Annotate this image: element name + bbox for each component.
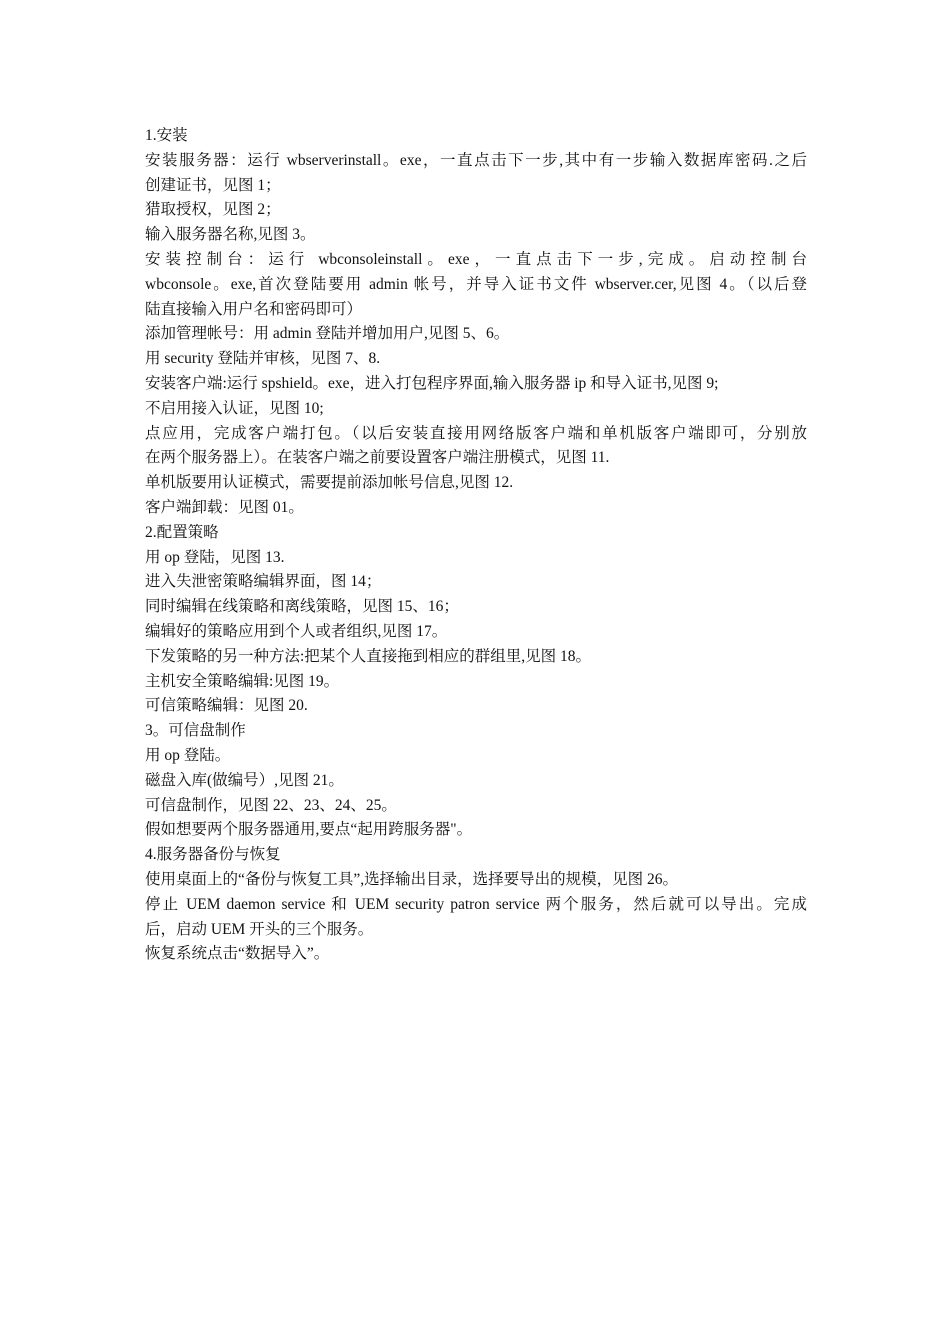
- text-line: 安装控制台：运行 wbconsoleinstall。exe，一直点击下一步,完成。启动控制台: [145, 250, 807, 268]
- text-line: 安装服务器：运行 wbserverinstall。exe，一直点击下一步,其中有一步输入数据库密码.之后: [145, 151, 807, 169]
- text-line: 添加管理帐号：用 admin 登陆并增加用户,见图 5、6。: [145, 325, 510, 343]
- text-line: 不启用接入认证，见图 10;: [145, 399, 324, 417]
- text-line: 用 security 登陆并审核，见图 7、8.: [145, 350, 381, 368]
- text-line: 编辑好的策略应用到个人或者组织,见图 17。: [145, 622, 448, 640]
- text-line: 下发策略的另一种方法:把某个人直接拖到相应的群组里,见图 18。: [145, 647, 592, 665]
- text-line: 用 op 登陆，见图 13.: [145, 548, 285, 566]
- section-heading-trusted-disk: 3。可信盘制作: [145, 722, 246, 740]
- text-line: 输入服务器名称,见图 3。: [145, 226, 316, 244]
- text-line: 安装客户端:运行 spshield。exe，进入打包程序界面,输入服务器 ip 和导入证书,见图 9;: [145, 374, 719, 392]
- text-line: 客户端卸载：见图 01。: [145, 498, 304, 516]
- text-line: wbconsole。exe,首次登陆要用 admin 帐号，并导入证书文件 wbserver.cer,见图 4。（以后登: [145, 275, 807, 293]
- text-line: 后，启动 UEM 开头的三个服务。: [145, 920, 374, 938]
- section-heading-policy: 2.配置策略: [145, 523, 219, 541]
- text-line: 用 op 登陆。: [145, 746, 231, 764]
- text-line: 同时编辑在线策略和离线策略，见图 15、16；: [145, 598, 459, 616]
- text-line: 主机安全策略编辑:见图 19。: [145, 672, 340, 690]
- text-line: 创建证书，见图 1；: [145, 176, 281, 194]
- text-line: 可信策略编辑：见图 20.: [145, 697, 308, 715]
- text-line: 在两个服务器上）。在装客户端之前要设置客户端注册模式，见图 11.: [145, 449, 610, 467]
- section-heading-install: 1.安装: [145, 127, 188, 144]
- text-line: 点应用，完成客户端打包。（以后安装直接用网络版客户端和单机版客户端即可，分别放: [145, 424, 807, 442]
- text-line: 停止 UEM daemon service 和 UEM security patron service 两个服务，然后就可以导出。完成: [145, 895, 807, 913]
- text-line: 假如想要两个服务器通用,要点“起用跨服务器"。: [145, 821, 473, 839]
- text-line: 恢复系统点击“数据导入”。: [145, 945, 330, 963]
- text-line: 进入失泄密策略编辑界面，图 14；: [145, 573, 382, 591]
- document-body: [145, 124, 807, 967]
- text-line: 陆直接输入用户名和密码即可）: [145, 300, 363, 318]
- section-heading-backup: 4.服务器备份与恢复: [145, 846, 281, 864]
- text-line: 单机版要用认证模式，需要提前添加帐号信息,见图 12.: [145, 474, 514, 492]
- text-line: 使用桌面上的“备份与恢复工具”,选择输出目录，选择要导出的规模，见图 26。: [145, 870, 679, 888]
- text-line: 可信盘制作，见图 22、23、24、25。: [145, 796, 397, 814]
- text-line: 猎取授权，见图 2；: [145, 201, 281, 219]
- text-line: 磁盘入库(做编号）,见图 21。: [145, 771, 344, 789]
